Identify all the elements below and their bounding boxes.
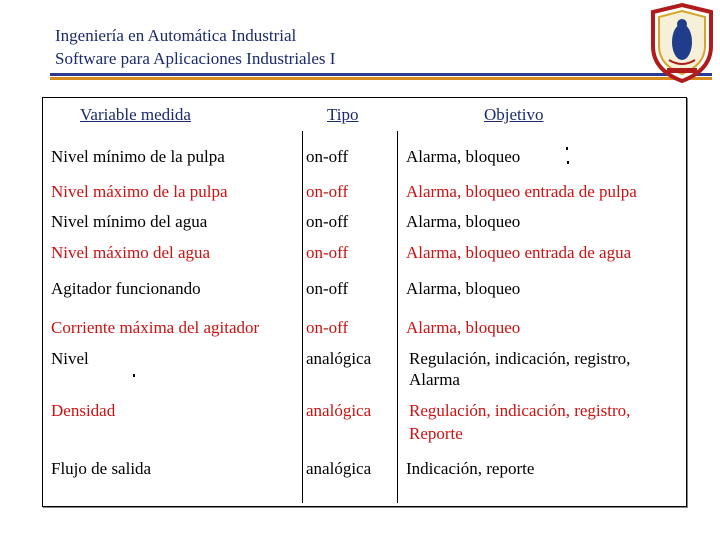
header-title: Ingeniería en Automática Industrial: [55, 26, 297, 45]
table-row-objetivo: Alarma: [409, 370, 460, 389]
table-row-tipo: on-off: [306, 147, 349, 166]
table-row-tipo: analógica: [306, 401, 372, 420]
table-row-variable: Flujo de salida: [51, 459, 152, 478]
column-divider: [302, 131, 303, 503]
table-row-tipo: on-off: [306, 318, 349, 337]
header-rule-orange: [50, 77, 712, 80]
table-row-objetivo: Regulación, indicación, registro,: [409, 401, 631, 420]
table-row-variable: Corriente máxima del agitador: [51, 318, 260, 337]
table-row-objetivo: Alarma, bloqueo: [406, 318, 521, 337]
table-row-tipo: on-off: [306, 212, 349, 231]
table-row-variable: Agitador funcionando: [51, 279, 201, 298]
table-row-objetivo: Alarma, bloqueo: [406, 279, 521, 298]
table-row-objetivo: Alarma, bloqueo entrada de agua: [406, 243, 632, 262]
column-header-variable: Variable medida: [80, 105, 191, 124]
university-seal-icon: [645, 2, 719, 84]
speck: [133, 374, 135, 377]
table-row-tipo: analógica: [306, 459, 372, 478]
table-row-variable: Nivel máximo del agua: [51, 243, 211, 262]
table-row-variable: Nivel mínimo del agua: [51, 212, 208, 231]
column-header-objetivo: Objetivo: [484, 105, 544, 124]
table-row-variable: Nivel mínimo de la pulpa: [51, 147, 225, 166]
table-row-objetivo: Reporte: [409, 424, 463, 443]
table-row-variable: Nivel: [51, 349, 89, 368]
table-row-variable: Densidad: [51, 401, 116, 420]
table-row-objetivo: Indicación, reporte: [406, 459, 535, 478]
table-row-objetivo: Regulación, indicación, registro,: [409, 349, 631, 368]
header-subtitle: Software para Aplicaciones Industriales I: [55, 49, 336, 68]
table-row-tipo: analógica: [306, 349, 372, 368]
column-divider: [397, 131, 398, 503]
table-row-objetivo: Alarma, bloqueo: [406, 212, 521, 231]
table-row-tipo: on-off: [306, 279, 349, 298]
header-rule-blue: [50, 73, 712, 76]
table-row-objetivo: Alarma, bloqueo entrada de pulpa: [406, 182, 637, 201]
table-row-tipo: on-off: [306, 182, 349, 201]
table-row-objetivo: Alarma, bloqueo: [406, 147, 521, 166]
speck: [567, 161, 569, 164]
column-header-tipo: Tipo: [327, 105, 359, 124]
speck: [566, 147, 568, 150]
table-row-tipo: on-off: [306, 243, 349, 262]
table-row-variable: Nivel máximo de la pulpa: [51, 182, 228, 201]
